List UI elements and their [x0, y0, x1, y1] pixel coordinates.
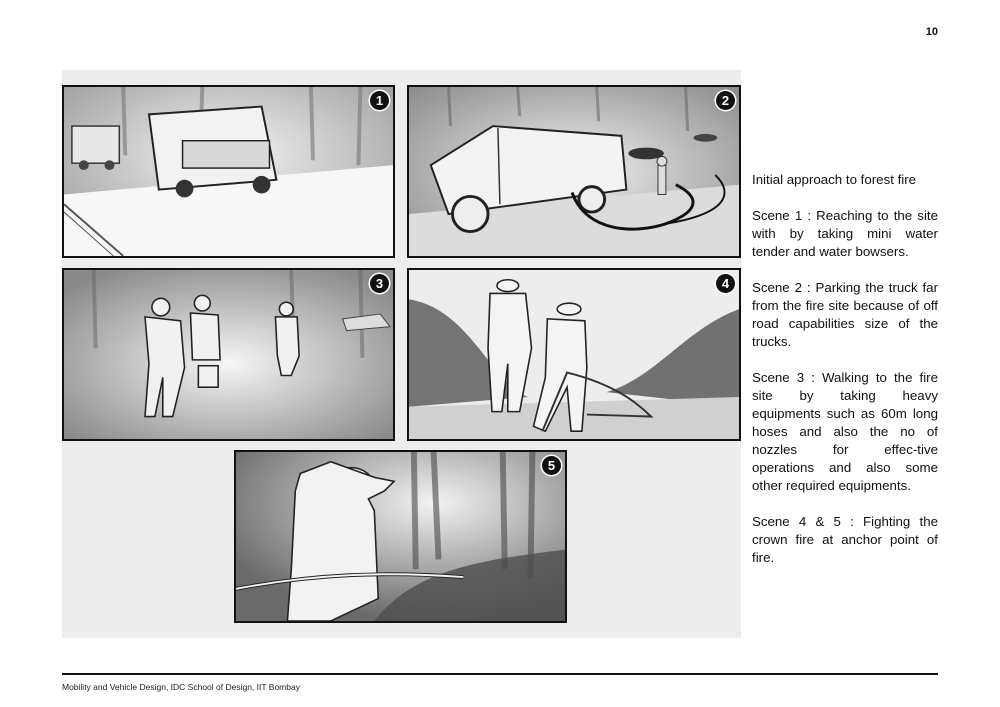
page-number: 10 — [925, 26, 938, 38]
panel-4-number: 4 — [716, 274, 735, 293]
panel-5-sketch — [236, 452, 565, 621]
storyboard-panel-3 — [62, 268, 395, 441]
storyboard-panel-1 — [62, 85, 395, 258]
storyboard — [62, 70, 741, 638]
panel-1-sketch — [64, 87, 393, 256]
panel-4-sketch — [409, 270, 739, 439]
storyboard-panel-4 — [407, 268, 741, 441]
footer-divider — [62, 673, 938, 675]
panel-2-sketch — [409, 87, 739, 256]
scene-description — [752, 171, 938, 585]
panel-3-number: 3 — [370, 274, 389, 293]
storyboard-panel-5 — [234, 450, 567, 623]
description-intro: Initial approach to forest fire — [752, 172, 917, 187]
panel-3-sketch — [64, 270, 393, 439]
panel-2-number: 2 — [716, 91, 735, 110]
storyboard-panel-2 — [407, 85, 741, 258]
description-scene-2: Scene 2 : Parking the truck far from the fire site because of off road capabilities size of the trucks. — [752, 280, 938, 349]
footer-text: Mobility and Vehicle Design, IDC School of Design, IIT Bombay — [62, 682, 300, 692]
description-scene-4-5: Scene 4 & 5 : Fighting the crown fire at anchor point of fire. — [752, 514, 938, 565]
description-scene-1: Scene 1 : Reaching to the site with by taking mini water tender and water bowsers. — [752, 208, 938, 259]
panel-5-number: 5 — [542, 456, 561, 475]
description-scene-3: Scene 3 : Walking to the fire site by taking heavy equipments such as 60m long hoses and also the no of nozzles for effec-tive operations and also some other required equipments. — [752, 370, 938, 493]
panel-1-number: 1 — [370, 91, 389, 110]
